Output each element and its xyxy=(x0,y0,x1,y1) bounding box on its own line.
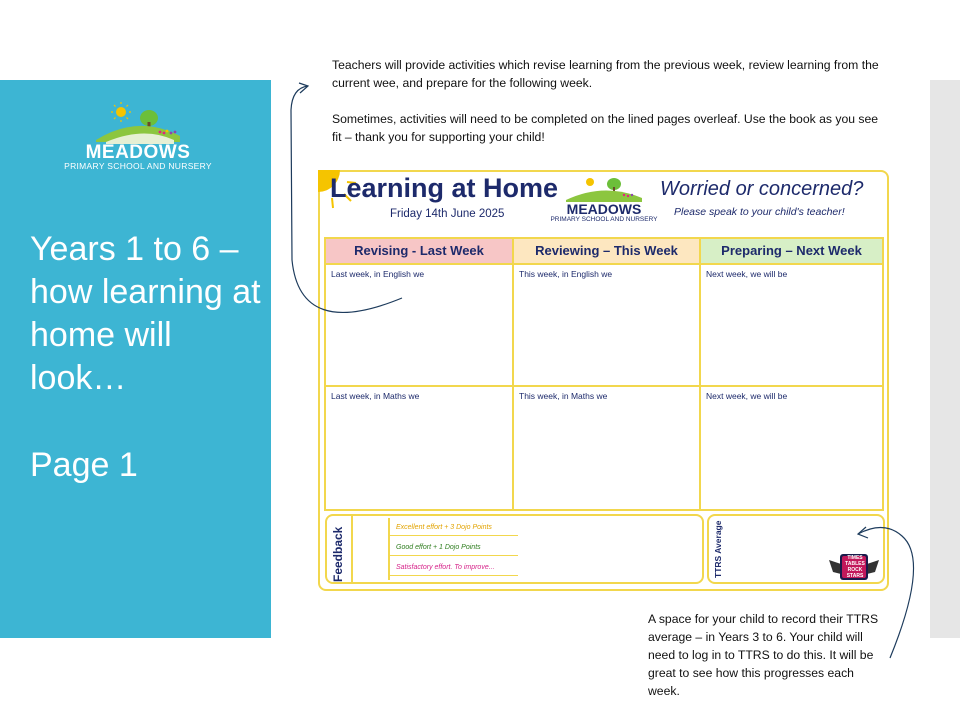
ttrs-average-label: TTRS Average xyxy=(713,520,723,578)
column-header-revising: Revising - Last Week xyxy=(326,239,512,263)
sheet-logo-name: MEADOWS xyxy=(566,201,642,217)
ttrs-arrow xyxy=(858,527,914,658)
intro-paragraph-1: Teachers will provide activities which revise learning from the previous week, review learning from the current wee, and prepare for the following week. xyxy=(332,58,879,90)
ttrs-logo-text: TIMES TABLES ROCK STARS xyxy=(845,555,865,579)
maths-last-week-cell[interactable]: Last week, in Maths we xyxy=(331,391,420,401)
logo-subtitle: PRIMARY SCHOOL AND NURSERY xyxy=(64,161,212,171)
maths-next-week-cell[interactable]: Next week, we will be xyxy=(706,391,788,401)
feedback-label: Feedback xyxy=(331,526,345,582)
english-last-week-cell[interactable]: Last week, in English we xyxy=(331,269,425,279)
sheet-logo-subtitle: PRIMARY SCHOOL AND NURSERY xyxy=(550,216,658,223)
ttrs-arrow-head xyxy=(858,527,868,538)
ttrs-caption: A space for your child to record their TTRS average – in Years 3 to 6. Your child will need to log in to TTRS to do this. It will be great to see how this progresses each week. xyxy=(648,612,879,698)
feedback-row-good[interactable]: Good effort + 1 Dojo Points xyxy=(390,540,518,556)
slide-heading: Years 1 to 6 – how learning at home will look… xyxy=(30,230,261,397)
english-next-week-cell[interactable]: Next week, we will be xyxy=(706,269,788,279)
intro-arrow xyxy=(291,86,402,312)
feedback-row-satisfactory[interactable]: Satisfactory effort. To improve... xyxy=(390,560,518,576)
column-header-reviewing: Reviewing – This Week xyxy=(514,239,699,263)
speak-to-teacher-note: Please speak to your child's teacher! xyxy=(674,206,845,218)
sheet-date: Friday 14th June 2025 xyxy=(390,208,505,220)
maths-this-week-cell[interactable]: This week, in Maths we xyxy=(519,391,608,401)
english-this-week-cell[interactable]: This week, in English we xyxy=(519,269,613,279)
sheet-title: Learning at Home xyxy=(330,173,559,203)
column-header-preparing: Preparing – Next Week xyxy=(701,239,882,263)
intro-paragraph-2: Sometimes, activities will need to be completed on the lined pages overleaf. Use the book as you see fit – thank you for supporting your child! xyxy=(332,112,879,144)
logo-name: MEADOWS xyxy=(85,142,191,163)
feedback-row-excellent[interactable]: Excellent effort + 3 Dojo Points xyxy=(390,520,518,536)
page-label: Page 1 xyxy=(30,446,138,484)
worried-heading: Worried or concerned? xyxy=(660,178,864,200)
